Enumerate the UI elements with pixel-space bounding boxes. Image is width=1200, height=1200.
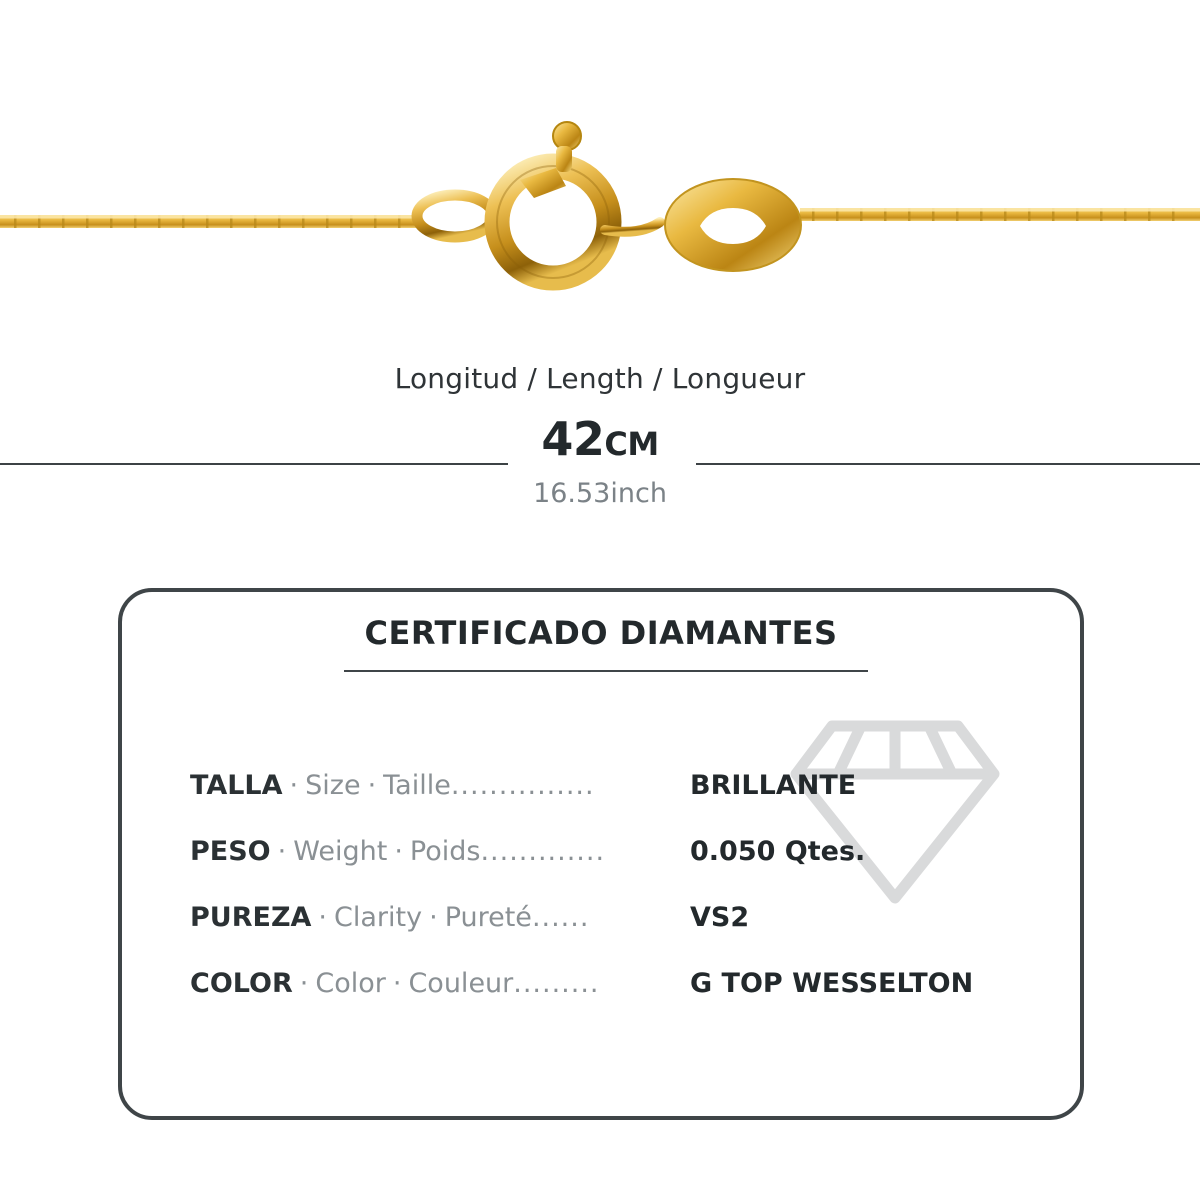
row-label-en: Weight <box>293 836 388 867</box>
row-separator: · <box>429 902 438 933</box>
row-value: G TOP WESSELTON <box>690 968 974 999</box>
connector-link-icon <box>417 195 493 237</box>
row-label-en: Size <box>305 770 361 801</box>
spring-ring-clasp-icon <box>497 122 660 278</box>
measure-rule-right <box>696 463 1200 465</box>
row-label-es: PESO <box>190 836 271 867</box>
row-label-fr: Couleur <box>408 968 514 999</box>
certificate-row <box>190 836 950 902</box>
chain-left-strand <box>0 215 420 228</box>
row-label-fr: Poids <box>409 836 481 867</box>
row-label-en: Clarity <box>334 902 423 933</box>
row-separator: · <box>367 770 377 801</box>
length-value-number: 42 <box>541 412 605 466</box>
certificate-row <box>190 902 950 968</box>
certificate-title-divider <box>344 670 868 672</box>
row-label-en: Color <box>315 968 386 999</box>
length-value-inches: 16.53inch <box>533 478 667 509</box>
row-value: VS2 <box>690 902 750 933</box>
row-separator: · <box>277 836 287 867</box>
row-label-es: TALLA <box>190 770 283 801</box>
product-image <box>0 0 1200 340</box>
row-separator: · <box>318 902 328 933</box>
row-value: 0.050 Qtes. <box>690 836 866 867</box>
row-dot-leader: ......... <box>513 968 600 999</box>
row-separator: · <box>394 836 403 867</box>
row-dot-leader: ............. <box>480 836 606 867</box>
certificate-row <box>190 770 950 836</box>
chain-illustration <box>0 0 1200 340</box>
certificate-rows <box>190 770 974 1034</box>
oval-end-tag-icon <box>665 179 801 271</box>
row-value: BRILLANTE <box>690 770 857 801</box>
row-label-es: PUREZA <box>190 902 312 933</box>
certificate-row <box>190 968 974 1034</box>
row-label-es: COLOR <box>190 968 293 999</box>
length-value-unit: CM <box>604 425 659 463</box>
diamond-certificate-card <box>118 588 1084 1120</box>
chain-right-strand <box>800 208 1200 221</box>
row-separator: · <box>299 968 309 999</box>
length-value <box>0 412 1200 466</box>
row-label-fr: Taille <box>383 770 451 801</box>
row-label-fr: Pureté <box>444 902 532 933</box>
row-separator: · <box>289 770 299 801</box>
row-dot-leader: ............... <box>450 770 595 801</box>
row-dot-leader: ...... <box>531 902 590 933</box>
row-separator: · <box>392 968 402 999</box>
measure-rule-left <box>0 463 508 465</box>
length-label: Longitud / Length / Longueur <box>394 362 806 395</box>
certificate-title: CERTIFICADO DIAMANTES <box>364 614 838 652</box>
